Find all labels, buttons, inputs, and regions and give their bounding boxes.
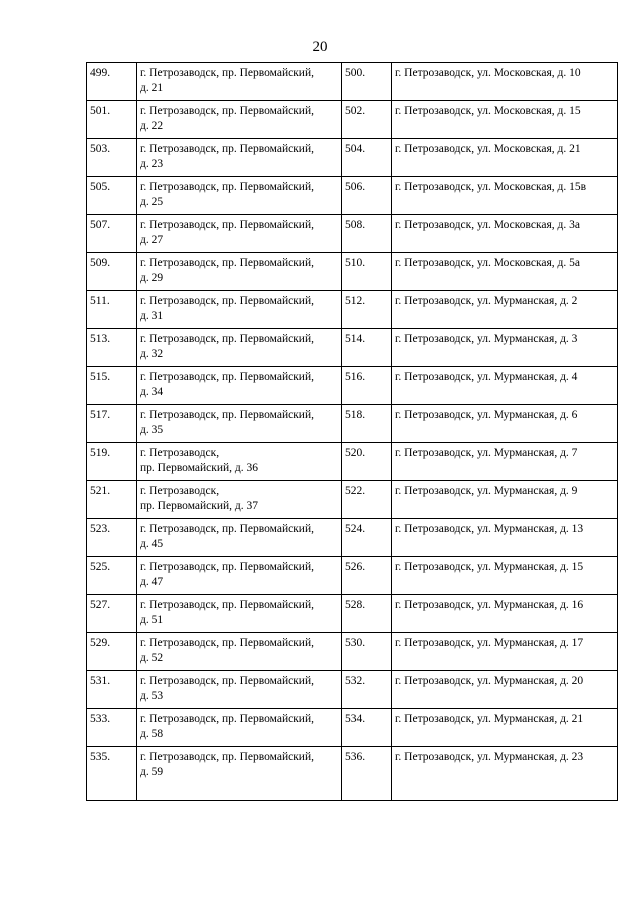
entry-number-right: 534. (342, 709, 392, 747)
entry-number-left: 525. (87, 557, 137, 595)
address-line: г. Петрозаводск, пр. Первомайский, (140, 637, 314, 649)
address-line: г. Петрозаводск, пр. Первомайский, (140, 295, 314, 307)
entry-address-right (392, 671, 618, 709)
address-line: д. 21 (140, 82, 164, 94)
entry-number-left: 521. (87, 481, 137, 519)
entry-address-right (392, 63, 618, 101)
entry-number-right: 530. (342, 633, 392, 671)
entry-address-right (392, 481, 618, 519)
entry-number-left: 499. (87, 63, 137, 101)
entry-address-right (392, 215, 618, 253)
address-line: г. Петрозаводск, ул. Мурманская, д. 20 (395, 675, 584, 687)
address-line: г. Петрозаводск, ул. Мурманская, д. 4 (395, 371, 578, 383)
table-row (87, 101, 618, 139)
entry-address-left (137, 405, 342, 443)
address-table-body (87, 63, 618, 801)
entry-address-left (137, 63, 342, 101)
address-line: г. Петрозаводск, ул. Мурманская, д. 21 (395, 713, 584, 725)
table-row (87, 63, 618, 101)
table-row (87, 405, 618, 443)
address-line: д. 59 (140, 766, 164, 778)
table-row (87, 519, 618, 557)
address-line: г. Петрозаводск, пр. Первомайский, (140, 523, 314, 535)
entry-number-left: 507. (87, 215, 137, 253)
table-row (87, 253, 618, 291)
entry-address-right (392, 709, 618, 747)
entry-number-left: 531. (87, 671, 137, 709)
table-row (87, 747, 618, 801)
entry-address-left (137, 595, 342, 633)
address-line: г. Петрозаводск, ул. Московская, д. 15 (395, 105, 581, 117)
address-line: г. Петрозаводск, ул. Мурманская, д. 3 (395, 333, 578, 345)
address-line: д. 58 (140, 728, 164, 740)
address-line: д. 27 (140, 234, 164, 246)
entry-address-right (392, 253, 618, 291)
entry-address-left (137, 481, 342, 519)
address-line: г. Петрозаводск, ул. Мурманская, д. 9 (395, 485, 578, 497)
entry-address-left (137, 747, 342, 801)
address-line: г. Петрозаводск, пр. Первомайский, (140, 599, 314, 611)
address-line: г. Петрозаводск, ул. Мурманская, д. 2 (395, 295, 578, 307)
address-line: г. Петрозаводск, пр. Первомайский, (140, 67, 314, 79)
entry-number-right: 526. (342, 557, 392, 595)
entry-address-right (392, 291, 618, 329)
entry-address-left (137, 367, 342, 405)
table-row (87, 633, 618, 671)
entry-address-left (137, 671, 342, 709)
address-line: г. Петрозаводск, ул. Мурманская, д. 7 (395, 447, 578, 459)
entry-number-right: 536. (342, 747, 392, 801)
table-row (87, 291, 618, 329)
entry-address-left (137, 139, 342, 177)
entry-number-left: 503. (87, 139, 137, 177)
address-line: д. 45 (140, 538, 164, 550)
address-line: г. Петрозаводск, пр. Первомайский, (140, 409, 314, 421)
entry-number-right: 532. (342, 671, 392, 709)
entry-number-left: 505. (87, 177, 137, 215)
address-line: д. 51 (140, 614, 164, 626)
address-line: г. Петрозаводск, пр. Первомайский, (140, 713, 314, 725)
entry-number-left: 519. (87, 443, 137, 481)
entry-number-right: 520. (342, 443, 392, 481)
address-line: г. Петрозаводск, ул. Мурманская, д. 6 (395, 409, 578, 421)
table-row (87, 709, 618, 747)
entry-address-left (137, 557, 342, 595)
entry-address-right (392, 557, 618, 595)
entry-number-right: 506. (342, 177, 392, 215)
entry-address-right (392, 101, 618, 139)
address-line: г. Петрозаводск, ул. Московская, д. 10 (395, 67, 581, 79)
entry-number-left: 511. (87, 291, 137, 329)
entry-number-left: 529. (87, 633, 137, 671)
table-row (87, 443, 618, 481)
address-line: г. Петрозаводск, ул. Мурманская, д. 13 (395, 523, 584, 535)
address-line: г. Петрозаводск, ул. Мурманская, д. 16 (395, 599, 584, 611)
entry-address-left (137, 329, 342, 367)
entry-address-right (392, 177, 618, 215)
entry-address-left (137, 101, 342, 139)
entry-number-right: 502. (342, 101, 392, 139)
address-line: г. Петрозаводск, пр. Первомайский, (140, 181, 314, 193)
table-row (87, 139, 618, 177)
entry-number-left: 523. (87, 519, 137, 557)
entry-number-left: 527. (87, 595, 137, 633)
address-line: д. 23 (140, 158, 164, 170)
address-line: г. Петрозаводск, ул. Мурманская, д. 23 (395, 751, 584, 763)
entry-number-right: 514. (342, 329, 392, 367)
address-table (86, 62, 618, 801)
entry-address-left (137, 519, 342, 557)
address-line: г. Петрозаводск, пр. Первомайский, (140, 257, 314, 269)
address-line: г. Петрозаводск, пр. Первомайский, (140, 105, 314, 117)
entry-number-right: 518. (342, 405, 392, 443)
address-line: д. 47 (140, 576, 164, 588)
address-line: г. Петрозаводск, ул. Московская, д. 15в (395, 181, 587, 193)
entry-address-right (392, 367, 618, 405)
address-line: г. Петрозаводск, пр. Первомайский, (140, 751, 314, 763)
address-line: г. Петрозаводск, ул. Московская, д. 3а (395, 219, 580, 231)
entry-address-right (392, 519, 618, 557)
address-line: пр. Первомайский, д. 36 (140, 462, 259, 474)
entry-number-right: 500. (342, 63, 392, 101)
address-line: г. Петрозаводск, (140, 485, 220, 497)
address-line: г. Петрозаводск, ул. Московская, д. 21 (395, 143, 581, 155)
entry-number-right: 512. (342, 291, 392, 329)
table-row (87, 177, 618, 215)
address-line: г. Петрозаводск, (140, 447, 220, 459)
table-row (87, 215, 618, 253)
address-line: д. 32 (140, 348, 164, 360)
entry-number-left: 509. (87, 253, 137, 291)
entry-address-left (137, 177, 342, 215)
entry-address-left (137, 633, 342, 671)
entry-address-left (137, 709, 342, 747)
entry-number-right: 522. (342, 481, 392, 519)
entry-address-left (137, 291, 342, 329)
entry-number-left: 513. (87, 329, 137, 367)
address-line: д. 25 (140, 196, 164, 208)
address-line: д. 34 (140, 386, 164, 398)
entry-address-right (392, 139, 618, 177)
entry-address-right (392, 633, 618, 671)
address-line: г. Петрозаводск, пр. Первомайский, (140, 675, 314, 687)
table-row (87, 481, 618, 519)
address-line: д. 29 (140, 272, 164, 284)
entry-number-left: 501. (87, 101, 137, 139)
table-row (87, 671, 618, 709)
address-line: г. Петрозаводск, ул. Московская, д. 5а (395, 257, 580, 269)
address-line: г. Петрозаводск, ул. Мурманская, д. 15 (395, 561, 584, 573)
address-line: г. Петрозаводск, пр. Первомайский, (140, 371, 314, 383)
entry-address-right (392, 405, 618, 443)
address-line: д. 31 (140, 310, 164, 322)
entry-address-right (392, 747, 618, 801)
entry-address-right (392, 443, 618, 481)
entry-number-right: 528. (342, 595, 392, 633)
entry-address-left (137, 443, 342, 481)
entry-number-right: 524. (342, 519, 392, 557)
page-number: 20 (312, 39, 328, 55)
address-line: д. 52 (140, 652, 164, 664)
table-row (87, 367, 618, 405)
address-line: г. Петрозаводск, ул. Мурманская, д. 17 (395, 637, 584, 649)
entry-number-left: 535. (87, 747, 137, 801)
entry-number-right: 504. (342, 139, 392, 177)
entry-number-left: 515. (87, 367, 137, 405)
entry-number-left: 533. (87, 709, 137, 747)
entry-number-left: 517. (87, 405, 137, 443)
address-line: д. 22 (140, 120, 164, 132)
address-line: пр. Первомайский, д. 37 (140, 500, 259, 512)
address-line: д. 53 (140, 690, 164, 702)
entry-number-right: 508. (342, 215, 392, 253)
entry-address-right (392, 329, 618, 367)
address-line: г. Петрозаводск, пр. Первомайский, (140, 561, 314, 573)
address-line: г. Петрозаводск, пр. Первомайский, (140, 143, 314, 155)
table-row (87, 329, 618, 367)
entry-number-right: 516. (342, 367, 392, 405)
table-row (87, 557, 618, 595)
entry-address-left (137, 215, 342, 253)
table-row (87, 595, 618, 633)
address-line: д. 35 (140, 424, 164, 436)
entry-number-right: 510. (342, 253, 392, 291)
address-line: г. Петрозаводск, пр. Первомайский, (140, 333, 314, 345)
address-line: г. Петрозаводск, пр. Первомайский, (140, 219, 314, 231)
entry-address-left (137, 253, 342, 291)
entry-address-right (392, 595, 618, 633)
